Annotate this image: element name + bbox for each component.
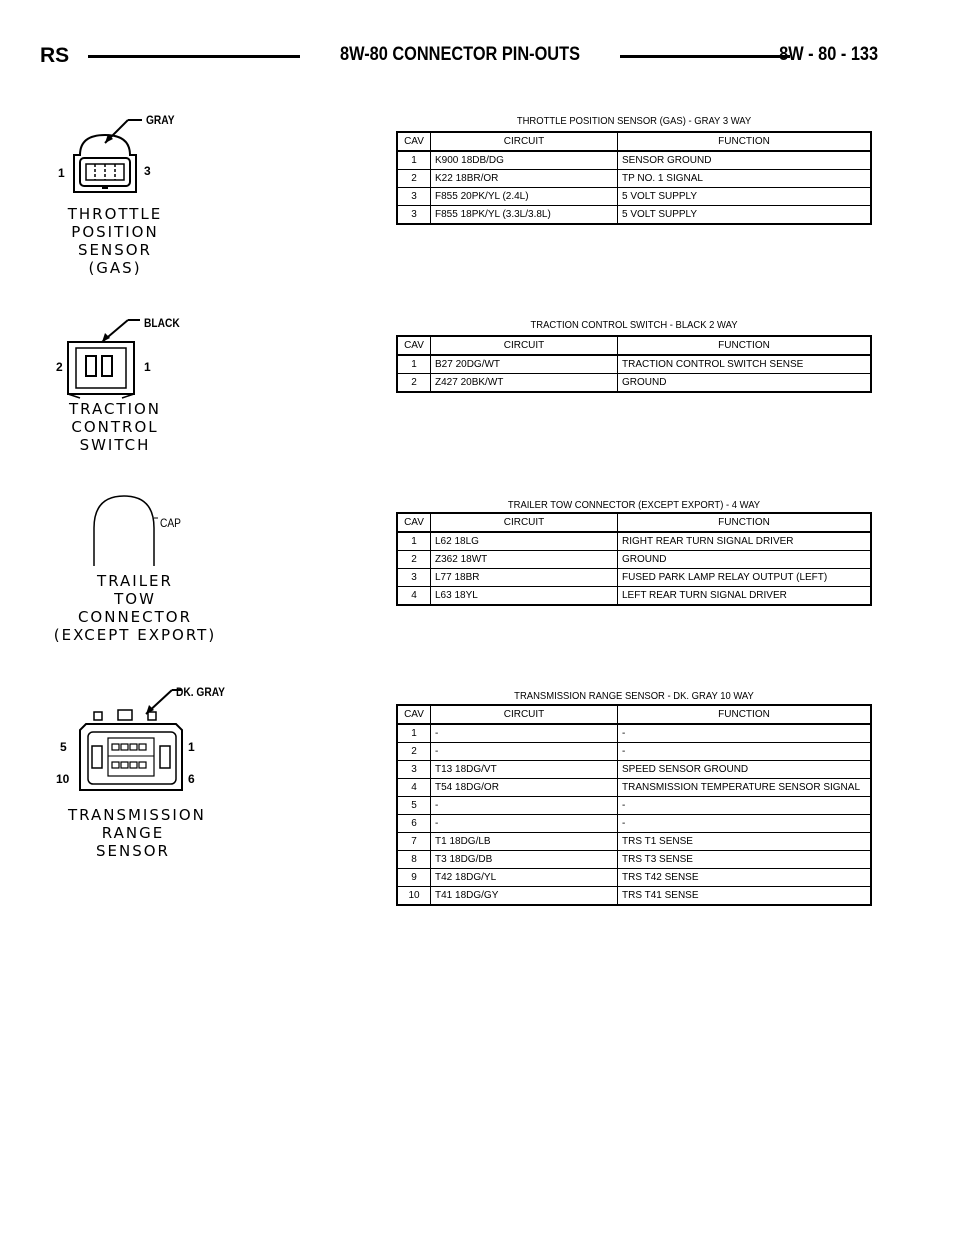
label-line: (EXCEPT EXPORT) — [53, 626, 217, 644]
cell-function: - — [618, 724, 872, 743]
transmission-diagram-label — [68, 806, 206, 860]
cell-function: TRS T1 SENSE — [618, 833, 872, 851]
header-page-number: 8W - 80 - 133 — [779, 44, 878, 65]
table-row — [397, 815, 871, 833]
cell-cav: 2 — [397, 374, 431, 393]
cell-circuit: L63 18YL — [431, 587, 618, 606]
cell-function: SPEED SENSOR GROUND — [618, 761, 872, 779]
page-header — [40, 44, 878, 70]
cell-function: TP NO. 1 SIGNAL — [618, 170, 872, 188]
table-row — [397, 743, 871, 761]
cell-circuit: - — [431, 724, 618, 743]
header-section-code: RS — [40, 44, 70, 67]
col-circuit: CIRCUIT — [431, 336, 618, 355]
table-row — [397, 206, 871, 225]
label-line: CONNECTOR — [77, 608, 193, 626]
label-line: TOW — [114, 590, 156, 608]
col-function: FUNCTION — [618, 336, 872, 355]
cell-circuit: L77 18BR — [431, 569, 618, 587]
traction-table-title: TRACTION CONTROL SWITCH - BLACK 2 WAY — [530, 319, 738, 331]
table-row — [397, 869, 871, 887]
cell-cav: 3 — [397, 188, 431, 206]
table-header-row — [397, 336, 871, 355]
cell-circuit: T41 18DG/GY — [431, 887, 618, 906]
cell-cav: 2 — [397, 743, 431, 761]
col-cav: CAV — [397, 705, 431, 724]
throttle-color-tag: GRAY — [146, 113, 175, 127]
col-cav: CAV — [397, 336, 431, 355]
table-header-row — [397, 705, 871, 724]
traction-pin-right: 1 — [144, 360, 151, 374]
trailer-pin-table — [396, 512, 872, 606]
table-row — [397, 355, 871, 374]
label-line: POSITION — [71, 223, 159, 241]
cell-cav: 3 — [397, 206, 431, 225]
cell-circuit: K22 18BR/OR — [431, 170, 618, 188]
cell-cav: 1 — [397, 532, 431, 551]
cell-circuit: L62 18LG — [431, 532, 618, 551]
throttle-connector-drawing — [50, 110, 210, 210]
cell-circuit: - — [431, 797, 618, 815]
table-row — [397, 797, 871, 815]
cell-circuit: T42 18DG/YL — [431, 869, 618, 887]
cell-function: GROUND — [618, 374, 872, 393]
table-row — [397, 151, 871, 170]
cell-function: SENSOR GROUND — [618, 151, 872, 170]
transmission-color-tag: DK. GRAY — [176, 685, 225, 699]
cell-function: TRACTION CONTROL SWITCH SENSE — [618, 355, 872, 374]
cell-function: - — [618, 797, 872, 815]
label-line: THROTTLE — [67, 205, 163, 223]
transmission-pin-table — [396, 704, 872, 906]
cell-circuit: K900 18DB/DG — [431, 151, 618, 170]
traction-connector-drawing — [50, 312, 210, 402]
cell-circuit: T1 18DG/LB — [431, 833, 618, 851]
cell-circuit: T13 18DG/VT — [431, 761, 618, 779]
throttle-table-title: THROTTLE POSITION SENSOR (GAS) - GRAY 3 WAY — [516, 115, 752, 127]
col-cav: CAV — [397, 513, 431, 532]
col-circuit: CIRCUIT — [431, 132, 618, 151]
throttle-pin-table — [396, 131, 872, 225]
throttle-pin-right: 3 — [144, 164, 151, 178]
trailer-tow-connector-diagram — [50, 488, 230, 648]
cell-cav: 1 — [397, 355, 431, 374]
header-rule-left — [88, 55, 300, 58]
cell-function: RIGHT REAR TURN SIGNAL DRIVER — [618, 532, 872, 551]
label-line: TRANSMISSION — [68, 806, 206, 824]
trailer-table-title: TRAILER TOW CONNECTOR (EXCEPT EXPORT) - 4 WAY — [507, 499, 761, 511]
cell-circuit: T3 18DG/DB — [431, 851, 618, 869]
cell-cav: 5 — [397, 797, 431, 815]
label-line: SENSOR — [96, 842, 170, 860]
label-line: CONTROL — [71, 418, 159, 436]
throttle-diagram-label — [50, 205, 180, 277]
table-row — [397, 569, 871, 587]
cell-cav: 8 — [397, 851, 431, 869]
label-line: (GAS) — [88, 259, 142, 277]
cell-cav: 1 — [397, 151, 431, 170]
table-row — [397, 551, 871, 569]
col-function: FUNCTION — [618, 132, 872, 151]
trailer-diagram-label — [50, 572, 220, 644]
traction-color-tag: BLACK — [144, 316, 180, 330]
label-line: TRACTION — [68, 400, 162, 418]
cell-cav: 4 — [397, 779, 431, 797]
cell-cav: 3 — [397, 761, 431, 779]
table-row — [397, 851, 871, 869]
trailer-cap-tag: CAP — [160, 516, 181, 530]
col-function: FUNCTION — [618, 705, 872, 724]
cell-circuit: - — [431, 815, 618, 833]
cell-cav: 10 — [397, 887, 431, 906]
transmission-pin-10: 10 — [56, 772, 70, 786]
col-circuit: CIRCUIT — [431, 705, 618, 724]
table-row — [397, 532, 871, 551]
label-line: RANGE — [101, 824, 165, 842]
label-line: SWITCH — [79, 436, 151, 454]
label-line: TRAILER — [97, 572, 173, 590]
cell-function: 5 VOLT SUPPLY — [618, 206, 872, 225]
cell-circuit: F855 18PK/YL (3.3L/3.8L) — [431, 206, 618, 225]
cell-cav: 2 — [397, 170, 431, 188]
trailer-cap-drawing — [50, 488, 210, 568]
cell-function: FUSED PARK LAMP RELAY OUTPUT (LEFT) — [618, 569, 872, 587]
traction-pin-table — [396, 335, 872, 393]
cell-cav: 3 — [397, 569, 431, 587]
transmission-pin-6: 6 — [188, 772, 195, 786]
cell-circuit: B27 20DG/WT — [431, 355, 618, 374]
transmission-pin-5: 5 — [60, 740, 67, 754]
traction-diagram-label — [50, 400, 180, 454]
cell-circuit: F855 20PK/YL (2.4L) — [431, 188, 618, 206]
table-row — [397, 761, 871, 779]
cell-function: TRANSMISSION TEMPERATURE SENSOR SIGNAL — [618, 779, 872, 797]
table-row — [397, 587, 871, 606]
col-function: FUNCTION — [618, 513, 872, 532]
table-row — [397, 170, 871, 188]
cell-cav: 1 — [397, 724, 431, 743]
table-row — [397, 188, 871, 206]
cell-circuit: T54 18DG/OR — [431, 779, 618, 797]
col-cav: CAV — [397, 132, 431, 151]
table-header-row — [397, 513, 871, 532]
label-line: SENSOR — [78, 241, 152, 259]
cell-cav: 4 — [397, 587, 431, 606]
cell-function: GROUND — [618, 551, 872, 569]
traction-pin-left: 2 — [56, 360, 63, 374]
cell-function: 5 VOLT SUPPLY — [618, 188, 872, 206]
cell-function: TRS T3 SENSE — [618, 851, 872, 869]
table-row — [397, 887, 871, 906]
throttle-pin-left: 1 — [58, 166, 65, 180]
cell-cav: 2 — [397, 551, 431, 569]
cell-function: LEFT REAR TURN SIGNAL DRIVER — [618, 587, 872, 606]
cell-circuit: Z427 20BK/WT — [431, 374, 618, 393]
table-row — [397, 779, 871, 797]
transmission-table-title: TRANSMISSION RANGE SENSOR - DK. GRAY 10 WAY — [514, 690, 754, 702]
cell-cav: 9 — [397, 869, 431, 887]
cell-circuit: Z362 18WT — [431, 551, 618, 569]
col-circuit: CIRCUIT — [431, 513, 618, 532]
traction-control-switch-diagram — [50, 312, 210, 462]
cell-function: - — [618, 815, 872, 833]
cell-function: - — [618, 743, 872, 761]
table-header-row — [397, 132, 871, 151]
table-row — [397, 833, 871, 851]
table-row — [397, 724, 871, 743]
cell-function: TRS T41 SENSE — [618, 887, 872, 906]
cell-circuit: - — [431, 743, 618, 761]
cell-function: TRS T42 SENSE — [618, 869, 872, 887]
transmission-range-sensor-diagram — [50, 680, 230, 860]
throttle-position-sensor-diagram — [50, 110, 210, 280]
cell-cav: 6 — [397, 815, 431, 833]
header-title: 8W-80 CONNECTOR PIN-OUTS — [340, 44, 580, 65]
transmission-pin-1: 1 — [188, 740, 195, 754]
table-row — [397, 374, 871, 393]
cell-cav: 7 — [397, 833, 431, 851]
header-rule-right — [620, 55, 790, 58]
